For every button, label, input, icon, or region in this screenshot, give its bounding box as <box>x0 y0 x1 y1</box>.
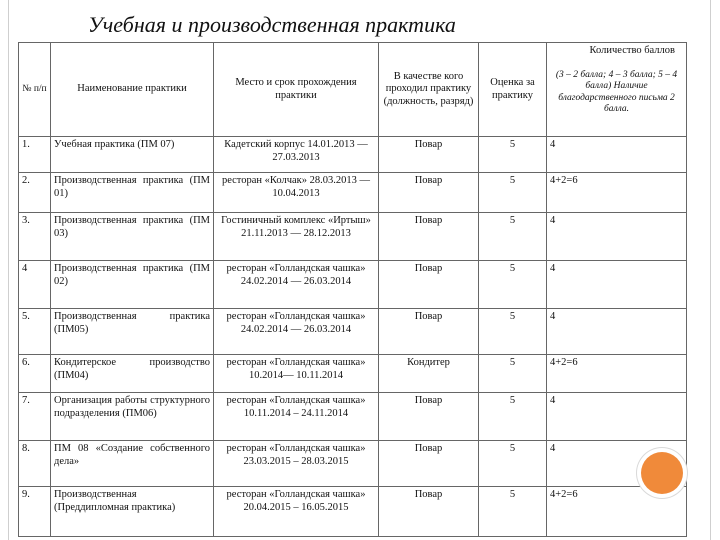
row-grade: 5 <box>479 355 547 393</box>
row-role: Кондитер <box>379 355 479 393</box>
table-row <box>19 137 687 173</box>
row-role: Повар <box>379 309 479 355</box>
row-score: 4+2=6 <box>547 487 687 537</box>
table-row <box>19 309 687 355</box>
table-row <box>19 213 687 261</box>
row-role: Повар <box>379 173 479 213</box>
header-name: Наименование практики <box>51 43 214 137</box>
row-place-dates: Гостиничный комплекс «Иртыш» 21.11.2013 — 28.12.2013 <box>214 213 379 261</box>
row-role: Повар <box>379 487 479 537</box>
row-num: 6. <box>19 355 51 393</box>
row-place-dates: ресторан «Голландская чашка» 20.04.2015 – 16.05.2015 <box>214 487 379 537</box>
header-grade: Оценка за практику <box>479 43 547 137</box>
table-row <box>19 393 687 441</box>
row-num: 5. <box>19 309 51 355</box>
table-row <box>19 487 687 537</box>
row-practice-name: Кондитерское производство (ПМ04) <box>51 355 214 393</box>
row-num: 2. <box>19 173 51 213</box>
header-num: № п/п <box>19 43 51 137</box>
row-score: 4 <box>547 309 687 355</box>
row-num: 7. <box>19 393 51 441</box>
row-place-dates: Кадетский корпус 14.01.2013 — 27.03.2013 <box>214 137 379 173</box>
row-grade: 5 <box>479 173 547 213</box>
row-score: 4 <box>547 393 687 441</box>
row-practice-name: Производственная практика (ПМ 02) <box>51 261 214 309</box>
row-role: Повар <box>379 261 479 309</box>
row-place-dates: ресторан «Голландская чашка» 10.11.2014 – 24.11.2014 <box>214 393 379 441</box>
row-score: 4 <box>547 137 687 173</box>
page-title: Учебная и производственная практика <box>88 12 456 37</box>
row-grade: 5 <box>479 309 547 355</box>
table-row <box>19 355 687 393</box>
row-place-dates: ресторан «Голландская чашка» 10.2014— 10.11.2014 <box>214 355 379 393</box>
row-role: Повар <box>379 393 479 441</box>
decorative-orange-circle <box>641 452 683 494</box>
row-grade: 5 <box>479 137 547 173</box>
table-header-row <box>19 43 687 137</box>
header-score <box>547 43 687 137</box>
row-practice-name: Производственная практика (ПМ 03) <box>51 213 214 261</box>
row-role: Повар <box>379 441 479 487</box>
slide-border-right <box>710 0 711 540</box>
row-place-dates: ресторан «Колчак» 28.03.2013 — 10.04.2013 <box>214 173 379 213</box>
row-grade: 5 <box>479 213 547 261</box>
row-score: 4 <box>547 261 687 309</box>
row-score: 4 <box>547 213 687 261</box>
header-score-note: (3 – 2 балла; 4 – 3 балла; 5 – 4 балла) Наличие благодарственного письма 2 балла. <box>555 69 678 114</box>
row-role: Повар <box>379 137 479 173</box>
row-place-dates: ресторан «Голландская чашка» 24.02.2014 — 26.03.2014 <box>214 309 379 355</box>
row-score: 4+2=6 <box>547 173 687 213</box>
row-practice-name: ПМ 08 «Создание собственного дела» <box>51 441 214 487</box>
row-practice-name: Учебная практика (ПМ 07) <box>51 137 214 173</box>
slide-border-left <box>8 0 9 540</box>
row-place-dates: ресторан «Голландская чашка» 23.03.2015 – 28.03.2015 <box>214 441 379 487</box>
table-row <box>19 441 687 487</box>
row-practice-name: Производственная (Преддипломная практика) <box>51 487 214 537</box>
row-num: 8. <box>19 441 51 487</box>
row-grade: 5 <box>479 487 547 537</box>
row-score: 4 <box>547 441 687 487</box>
row-role: Повар <box>379 213 479 261</box>
row-num: 3. <box>19 213 51 261</box>
row-practice-name: Производственная практика (ПМ05) <box>51 309 214 355</box>
row-grade: 5 <box>479 393 547 441</box>
row-score: 4+2=6 <box>547 355 687 393</box>
header-score-title: Количество баллов <box>589 45 675 56</box>
table-row <box>19 173 687 213</box>
practice-table <box>18 42 687 537</box>
header-place: Место и срок прохождения практики <box>214 43 379 137</box>
row-num: 9. <box>19 487 51 537</box>
row-num: 4 <box>19 261 51 309</box>
row-place-dates: ресторан «Голландская чашка» 24.02.2014 — 26.03.2014 <box>214 261 379 309</box>
row-practice-name: Организация работы структурного подразделения (ПМ06) <box>51 393 214 441</box>
row-practice-name: Производственная практика (ПМ 01) <box>51 173 214 213</box>
row-grade: 5 <box>479 441 547 487</box>
header-role: В качестве кого проходил практику (должность, разряд) <box>379 43 479 137</box>
row-num: 1. <box>19 137 51 173</box>
table-row <box>19 261 687 309</box>
row-grade: 5 <box>479 261 547 309</box>
